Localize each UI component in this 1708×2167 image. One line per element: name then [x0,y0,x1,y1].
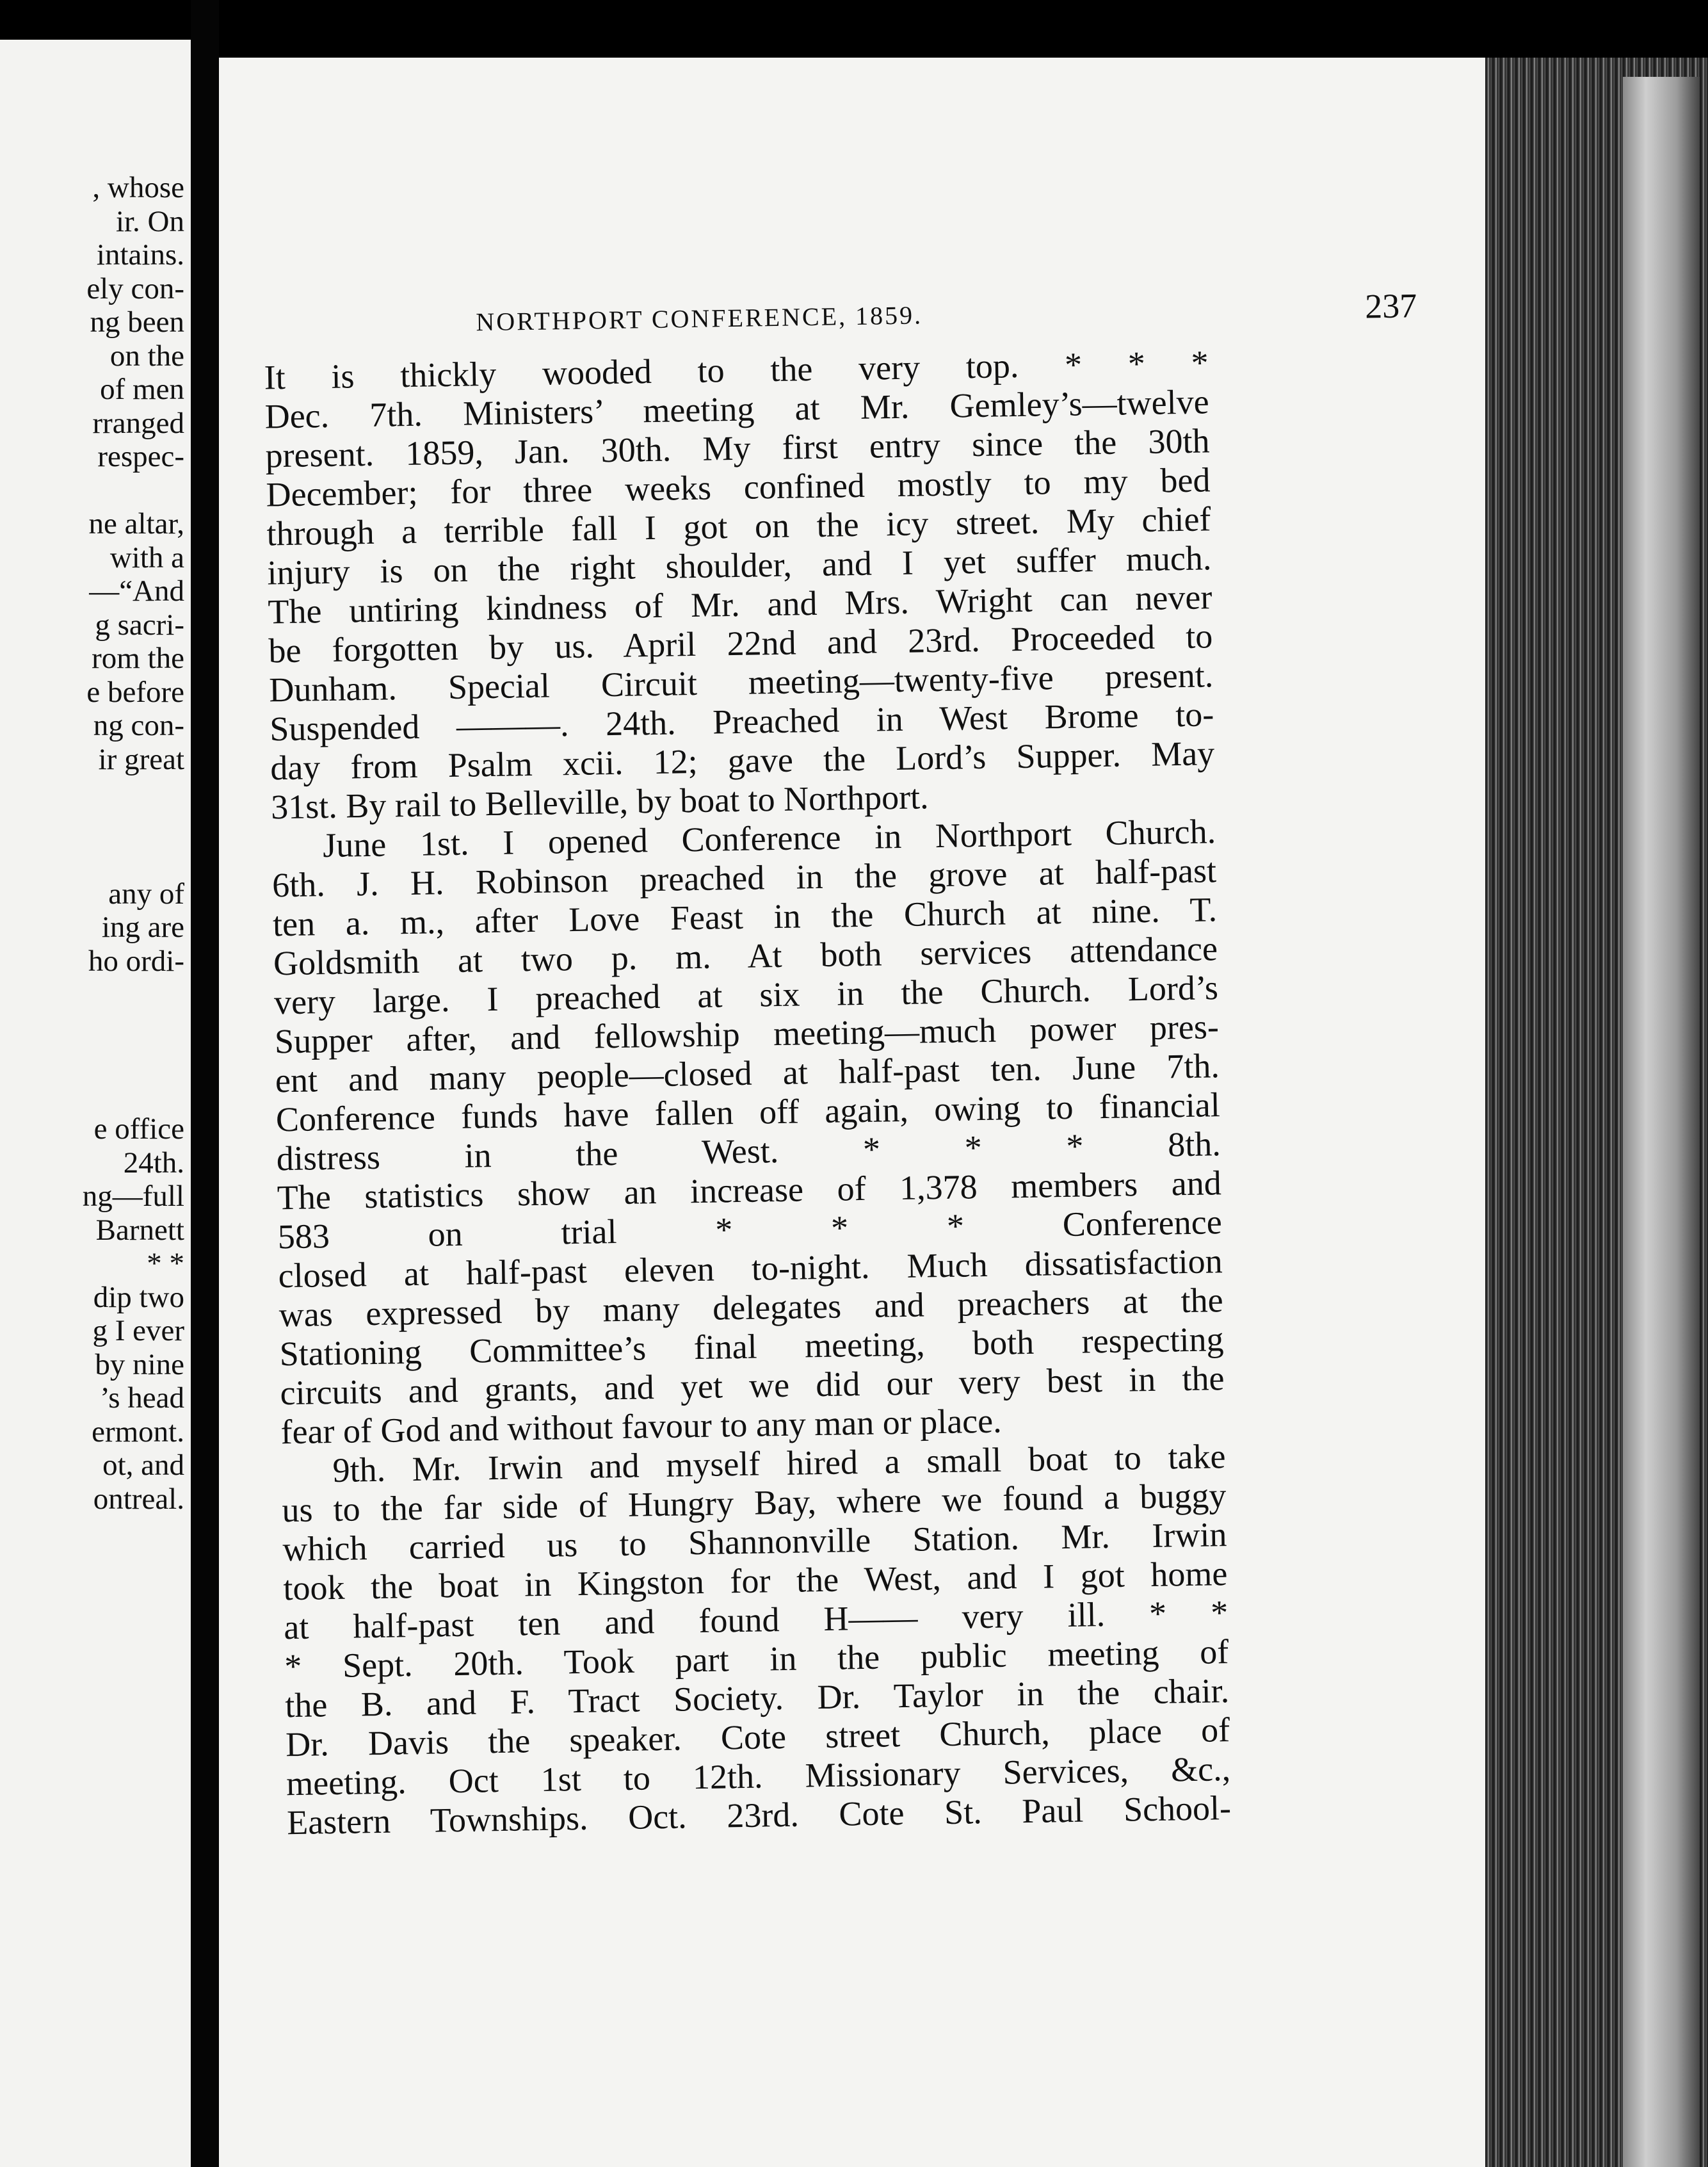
right-page [219,58,1485,2167]
text-line: Stationing Committee’s final meeting, both respecting [279,1320,1224,1374]
text-line: It is thickly wooded to the very top. * * * [264,343,1209,397]
text-line: us to the far side of Hungry Bay, where we found a buggy [282,1476,1227,1530]
text-line: Goldsmith at two p. m. At both services attendance [273,929,1218,983]
left-page-line: g sacri- [95,608,184,642]
text-line: took the boat in Kingston for the West, and I got home [282,1554,1228,1608]
page-title: NORTHPORT CONFERENCE, 1859. [476,300,923,337]
left-page-line: intains. [96,238,184,272]
text-line: fear of God and without favour to any man or place. [280,1401,1003,1452]
text-line: Dr. Davis the speaker. Cote street Church, place of [285,1710,1230,1764]
text-line: * Sept. 20th. Took part in the public meeting of [284,1632,1229,1686]
left-page-line: ng—full [82,1180,184,1213]
left-page-line: ing are [101,911,184,944]
left-page-line: ho ordi- [88,944,184,978]
left-page-line: ir. On [115,204,184,238]
left-page-line: of men [100,373,184,406]
text-line: The statistics show an increase of 1,378 members and [277,1164,1222,1217]
text-line: meeting. Oct 1st to 12th. Missionary Services, &c., [286,1749,1231,1803]
left-page-line: ot, and [102,1449,184,1482]
text-line: injury is on the right shoulder, and I yet suffer much. [267,539,1212,592]
text-line: which carried us to Shannonville Station. Mr. Irwin [282,1515,1227,1569]
text-line: 31st. By rail to Belleville, by boat to Northport. [270,777,929,827]
left-page-line: ely con- [86,272,184,305]
left-page-line: ng been [90,305,184,339]
text-line: Eastern Townships. Oct. 23rd. Cote St. Paul School- [286,1789,1232,1842]
body-text [264,343,1231,1842]
left-page-line: Barnett [95,1213,184,1247]
text-line: was expressed by many delegates and preachers at the [278,1281,1224,1335]
text-line: June 1st. I opened Conference in Northport Church. [322,812,1216,865]
text-line: present. 1859, Jan. 30th. My first entry since the 30th [265,421,1210,475]
page-number: 237 [1364,286,1417,326]
page-body [219,58,1485,2167]
left-page-line: respec- [97,440,184,473]
text-line: Dec. 7th. Ministers’ meeting at Mr. Gemley’s—twelve [264,382,1209,436]
left-page-line: rom the [92,642,184,675]
left-page-line: , whose [92,171,184,204]
left-page-line: on the [109,339,184,373]
left-page-line: any of [108,877,184,911]
left-page-line: rranged [92,406,184,440]
text-line: through a terrible fall I got on the icy street. My chief [266,499,1211,553]
text-line: 6th. J. H. Robinson preached in the grove at half-past [271,851,1217,905]
left-page-line: e before [86,675,184,709]
left-page-line: ’s head [100,1381,184,1415]
text-line: Supper after, and fellowship meeting—much power pres- [274,1007,1220,1061]
left-page-line: e office [93,1112,184,1146]
text-line: day from Psalm xcii. 12; gave the Lord’s Supper. May [270,734,1215,788]
text-line: be forgotten by us. April 22nd and 23rd. Proceeded to [268,617,1213,670]
text-line: ent and many people—closed at half-past ten. June 7th. [275,1046,1220,1100]
text-line: at half-past ten and found H—— very ill. * * [283,1593,1229,1647]
left-page-line: * * [147,1247,184,1280]
left-page-line: ermont. [92,1415,184,1449]
left-page-line: ir great [98,742,184,776]
text-line: ten a. m., after Love Feast in the Church at nine. T. [272,890,1218,944]
left-page-line: with a [109,540,184,574]
left-page-line: g I ever [92,1314,184,1347]
text-line: very large. I preached at six in the Church. Lord’s [273,968,1219,1022]
left-page-line: dip two [93,1280,184,1314]
text-line: December; for three weeks confined mostly to my bed [266,460,1211,514]
text-line: the B. and F. Tract Society. Dr. Taylor in the chair. [284,1671,1230,1725]
text-line: Conference funds have fallen off again, owing to financial [275,1085,1221,1139]
left-page-line: —“And [89,574,184,608]
text-line: Suspended ———. 24th. Preached in West Brome to- [269,695,1214,749]
text-line: Dunham. Special Circuit meeting—twenty-five present. [268,656,1214,710]
text-line: 583 on trial * * * Conference [277,1203,1223,1256]
text-line: distress in the West. * * * 8th. [276,1124,1221,1178]
text-line: circuits and grants, and yet we did our very best in the [280,1359,1225,1413]
running-head [476,286,1437,346]
page-edges-highlight [1623,77,1700,2167]
left-facing-page [0,40,191,2167]
left-page-line: by nine [95,1347,184,1381]
left-page-line: ne altar, [88,507,184,540]
text-line: closed at half-past eleven to-night. Much dissatisfaction [278,1242,1223,1295]
left-page-line: ng con- [93,709,184,742]
text-line: 9th. Mr. Irwin and myself hired a small boat to take [332,1437,1226,1490]
left-page-line: 24th. [123,1146,184,1180]
left-page-line: ontreal. [93,1482,184,1516]
book-gutter [191,0,219,2167]
text-line: The untiring kindness of Mr. and Mrs. Wright can never [268,578,1213,631]
